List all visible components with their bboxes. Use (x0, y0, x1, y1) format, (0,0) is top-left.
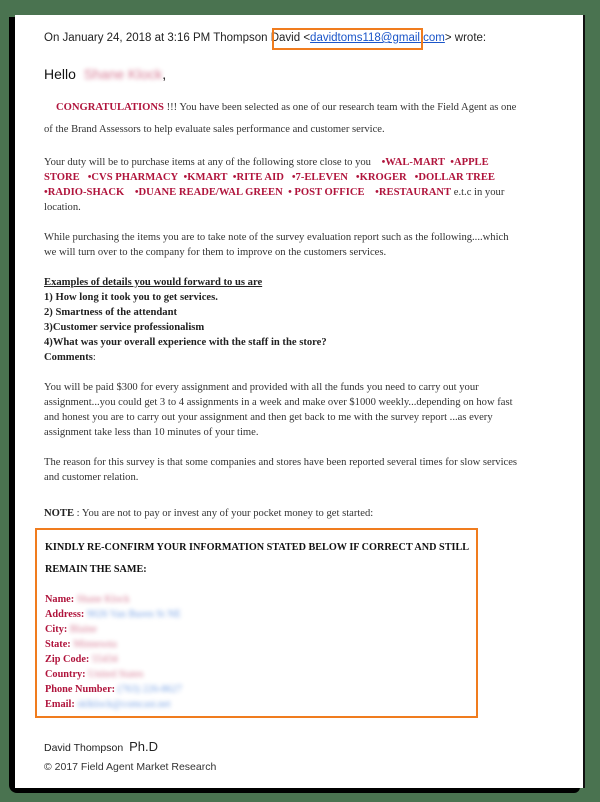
example-item: 4)What was your overall experience with the staff in the store? (44, 337, 327, 348)
example-item: 1) How long it took you to get services. (44, 292, 218, 303)
field-phone (45, 682, 182, 697)
purchasing-paragraph: While purchasing the items you are to take note of the survey evaluation report such as the following....which we will turn over to the company for them to improve on the customers services. (44, 232, 509, 258)
congrats-word: CONGRATULATIONS (56, 102, 164, 113)
store-item: •WAL-MART (381, 157, 445, 168)
header-prefix: On January 24, 2018 at 3:16 PM Thompson David < (44, 32, 311, 44)
field-value-redacted: Shane Klock (76, 594, 130, 605)
store-item: •RESTAURANT (375, 187, 452, 198)
field-label: State: (45, 639, 71, 650)
field-value-redacted: Blaine (69, 624, 97, 635)
congrats-rest: !!! You have been selected as one of our research team with the Field Agent as one of the Brand Assessors to help evaluate sales performance and customer service. (44, 102, 517, 135)
field-state (45, 637, 182, 652)
store-item: •APPLE STORE (44, 157, 489, 183)
copyright: © 2017 Field Agent Market Research (44, 761, 217, 773)
field-label: Phone Number: (45, 684, 116, 695)
field-label: Name: (45, 594, 75, 605)
sender-email-highlight (272, 28, 423, 50)
store-item: • POST OFFICE (288, 187, 365, 198)
field-value-redacted: 55434 (91, 654, 118, 665)
greeting (44, 66, 166, 82)
field-label: Email: (45, 699, 75, 710)
confirm-fields (45, 592, 182, 712)
field-address (45, 607, 182, 622)
field-value-redacted: Minnesota (73, 639, 117, 650)
reason-paragraph: The reason for this survey is that some companies and stores have been reported several times for slow services and customer relation. (44, 457, 518, 483)
store-item: •RITE AID (232, 172, 284, 183)
sender-email-link[interactable]: davidtoms118@gmail.com (310, 32, 445, 44)
signature-title: Ph.D (129, 739, 159, 754)
confirm-title: KINDLY RE-CONFIRM YOUR INFORMATION STATED BELOW IF CORRECT AND STILL REMAIN THE SAME: (45, 542, 469, 575)
field-value-redacted: United States (88, 669, 144, 680)
header-suffix: > wrote: (444, 32, 487, 44)
field-label: Zip Code: (45, 654, 90, 665)
store-item: •RADIO-SHACK (44, 187, 125, 198)
field-label: City: (45, 624, 68, 635)
field-email (45, 697, 182, 712)
note-text: : You are not to pay or invest any of your pocket money to get started: (74, 508, 374, 519)
field-country (45, 667, 182, 682)
signature (44, 739, 158, 754)
note-label: NOTE (44, 508, 75, 519)
store-item: •7-ELEVEN (291, 172, 348, 183)
note-paragraph (44, 506, 519, 521)
congrats-paragraph (44, 97, 519, 141)
payment-paragraph: You will be paid $300 for every assignment and provided with all the funds you need to carry out your assignment...you could get 3 to 4 assignments in a week and make over $1000 weekly...depending on how fast and honest you are to carry out your assignment and then get back to me with the survey report ...as every assignment take less than 10 minutes of your time. (44, 382, 513, 438)
comments-line (44, 350, 519, 365)
field-name (45, 592, 182, 607)
examples-section (44, 275, 519, 365)
field-value-redacted[interactable]: 9026 Van Buren St NE (86, 609, 182, 620)
greeting-comma: , (162, 66, 167, 82)
duty-paragraph (44, 155, 519, 215)
comments-label: Comments (44, 352, 93, 363)
field-zip (45, 652, 182, 667)
comments-colon: : (92, 352, 96, 363)
field-label: Country: (45, 669, 86, 680)
store-item: •CVS PHARMACY (87, 172, 179, 183)
store-item: •DUANE READE/WAL GREEN (134, 187, 283, 198)
email-body (44, 97, 519, 536)
field-city (45, 622, 182, 637)
example-item: 3)Customer service professionalism (44, 322, 205, 333)
signature-name: David Thompson (44, 742, 124, 754)
duty-outro: e.t.c in your location. (44, 187, 505, 213)
example-item: 2) Smartness of the attendant (44, 307, 178, 318)
store-item: •KMART (183, 172, 228, 183)
recipient-name-redacted: Shane Klock (83, 66, 163, 82)
duty-intro: Your duty will be to purchase items at any of the following store close to you (44, 157, 371, 168)
confirm-info-box (35, 528, 478, 718)
field-label: Address: (45, 609, 85, 620)
email-page (15, 15, 585, 788)
field-value-redacted[interactable]: (763) 226-8627 (117, 684, 183, 695)
examples-heading: Examples of details you would forward to us are (44, 277, 263, 288)
store-item: •KROGER (355, 172, 407, 183)
store-item: •DOLLAR TREE (414, 172, 495, 183)
greeting-hello: Hello (44, 66, 76, 82)
field-value-redacted[interactable]: sklklock@comcast.net (77, 699, 171, 710)
